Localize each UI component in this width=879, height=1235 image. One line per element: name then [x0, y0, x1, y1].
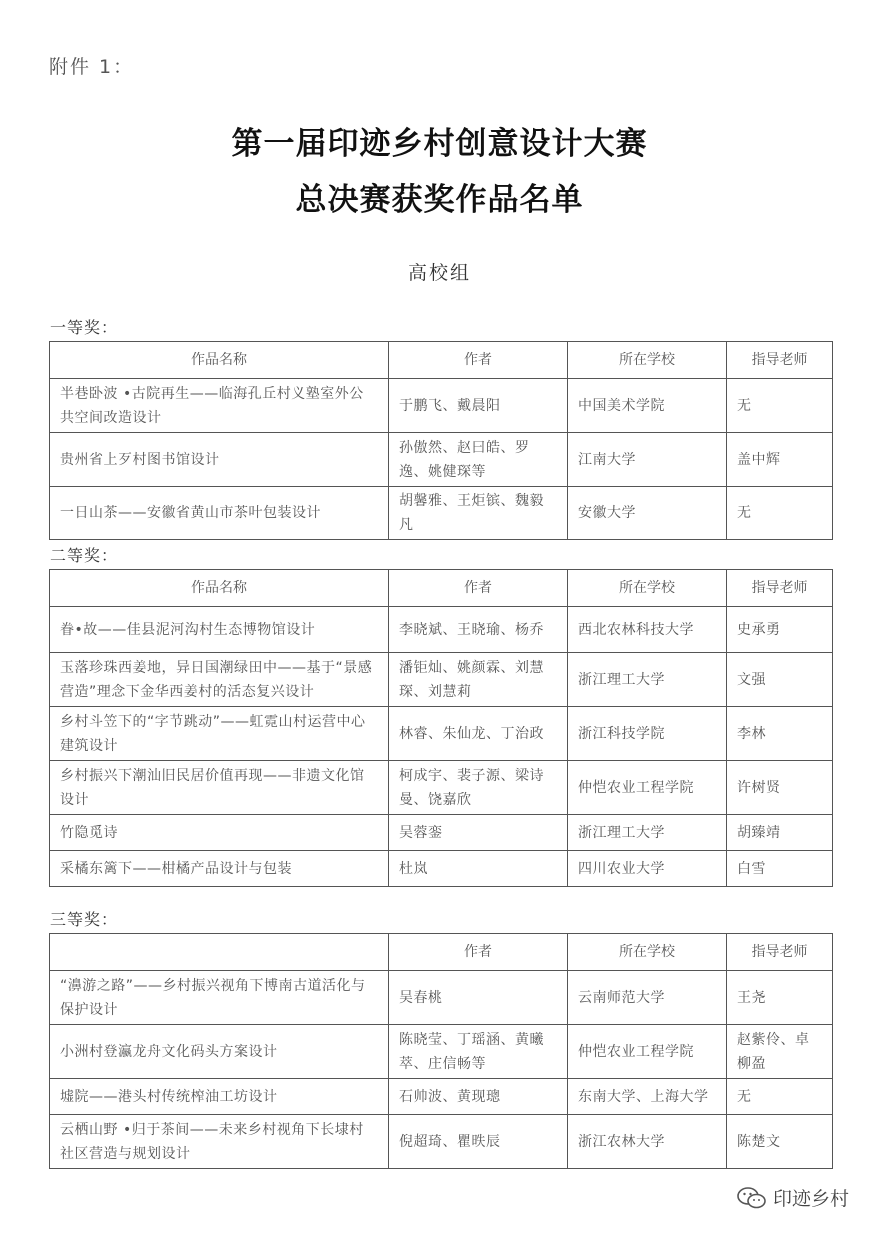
first-prize-table — [49, 341, 833, 540]
cell-work-name: 玉落珍珠西姜地，异日国潮绿田中——基于“景感营造”理念下金华西姜村的活态复兴设计 — [50, 653, 389, 707]
header-school: 所在学校 — [568, 570, 727, 607]
header-school: 所在学校 — [568, 934, 727, 971]
section-heading-first-prize: 一等奖： — [50, 318, 119, 337]
cell-advisor: 许树贤 — [727, 761, 833, 815]
watermark-text: 印迹乡村 — [772, 1188, 849, 1210]
second-prize-table — [49, 569, 833, 887]
header-advisor: 指导老师 — [727, 934, 833, 971]
table-row — [50, 971, 833, 1025]
header-author: 作者 — [389, 570, 568, 607]
cell-advisor: 李林 — [727, 707, 833, 761]
cell-advisor: 文强 — [727, 653, 833, 707]
cell-work-name: 眷•故——佳县泥河沟村生态博物馆设计 — [50, 607, 389, 653]
cell-advisor: 白雪 — [727, 851, 833, 887]
group-label: 高校组 — [407, 262, 471, 284]
cell-school: 浙江农林大学 — [568, 1115, 727, 1169]
watermark — [737, 1184, 849, 1211]
cell-advisor: 无 — [727, 487, 833, 540]
cell-work-name: 竹隐觅诗 — [50, 815, 389, 851]
cell-author: 倪超琦、瞿昳辰 — [389, 1115, 568, 1169]
cell-author: 吴蓉銮 — [389, 815, 568, 851]
table-row — [50, 1025, 833, 1079]
document-title-line1: 第一届印迹乡村创意设计大赛 — [231, 126, 648, 162]
cell-author: 李晓斌、王晓瑜、杨乔 — [389, 607, 568, 653]
section-heading-second-prize: 二等奖： — [50, 546, 119, 565]
cell-school: 中国美术学院 — [568, 379, 727, 433]
cell-advisor: 无 — [727, 1079, 833, 1115]
cell-author: 潘钜灿、姚颜霖、刘慧琛、刘慧莉 — [389, 653, 568, 707]
table-row — [50, 1115, 833, 1169]
cell-work-name: 采橘东篱下——柑橘产品设计与包装 — [50, 851, 389, 887]
cell-author: 柯成宇、裴子源、梁诗曼、饶嘉欣 — [389, 761, 568, 815]
table-row — [50, 653, 833, 707]
cell-work-name: 一日山茶——安徽省黄山市茶叶包装设计 — [50, 487, 389, 540]
table-row — [50, 433, 833, 487]
section-heading-third-prize: 三等奖： — [50, 910, 119, 929]
document-title-line2: 总决赛获奖作品名单 — [295, 182, 584, 218]
cell-school: 云南师范大学 — [568, 971, 727, 1025]
cell-school: 西北农林科技大学 — [568, 607, 727, 653]
cell-work-name: 云栖山野 •归于茶间——未来乡村视角下长埭村社区营造与规划设计 — [50, 1115, 389, 1169]
wechat-icon — [737, 1186, 767, 1210]
cell-work-name: 半巷卧波 •古院再生——临海孔丘村义塾室外公共空间改造设计 — [50, 379, 389, 433]
table-header-row — [50, 570, 833, 607]
table-row — [50, 379, 833, 433]
cell-school: 四川农业大学 — [568, 851, 727, 887]
cell-author: 杜岚 — [389, 851, 568, 887]
header-advisor: 指导老师 — [727, 570, 833, 607]
table-row — [50, 707, 833, 761]
cell-advisor: 史承勇 — [727, 607, 833, 653]
header-work-name: 作品名称 — [50, 570, 389, 607]
cell-advisor: 盖中辉 — [727, 433, 833, 487]
header-author: 作者 — [389, 342, 568, 379]
header-work-name — [50, 934, 389, 971]
table-row — [50, 815, 833, 851]
table-row — [50, 761, 833, 815]
table-row — [50, 851, 833, 887]
header-author: 作者 — [389, 934, 568, 971]
cell-author: 胡馨雅、王炬镔、魏毅凡 — [389, 487, 568, 540]
cell-school: 浙江理工大学 — [568, 653, 727, 707]
header-advisor: 指导老师 — [727, 342, 833, 379]
cell-work-name: 乡村斗笠下的“字节跳动”——虹霓山村运营中心建筑设计 — [50, 707, 389, 761]
cell-school: 江南大学 — [568, 433, 727, 487]
table-row — [50, 607, 833, 653]
table-header-row — [50, 934, 833, 971]
cell-advisor: 无 — [727, 379, 833, 433]
cell-school: 浙江科技学院 — [568, 707, 727, 761]
cell-school: 安徽大学 — [568, 487, 727, 540]
cell-advisor: 胡臻靖 — [727, 815, 833, 851]
cell-work-name: 乡村振兴下潮汕旧民居价值再现——非遗文化馆设计 — [50, 761, 389, 815]
cell-advisor: 陈楚文 — [727, 1115, 833, 1169]
cell-school: 仲恺农业工程学院 — [568, 1025, 727, 1079]
table-row — [50, 1079, 833, 1115]
cell-author: 陈晓莹、丁瑶涵、黄曦萃、庄信畅等 — [389, 1025, 568, 1079]
cell-author: 林睿、朱仙龙、丁治政 — [389, 707, 568, 761]
third-prize-table — [49, 933, 833, 1169]
cell-work-name: 墟院——港头村传统榨油工坊设计 — [50, 1079, 389, 1115]
cell-work-name: “濞游之路”——乡村振兴视角下博南古道活化与保护设计 — [50, 971, 389, 1025]
table-row — [50, 487, 833, 540]
header-school: 所在学校 — [568, 342, 727, 379]
cell-school: 浙江理工大学 — [568, 815, 727, 851]
cell-work-name: 小洲村登瀛龙舟文化码头方案设计 — [50, 1025, 389, 1079]
cell-author: 于鹏飞、戴晨阳 — [389, 379, 568, 433]
cell-author: 孙傲然、赵曰皓、罗逸、姚健琛等 — [389, 433, 568, 487]
cell-school: 东南大学、上海大学 — [568, 1079, 727, 1115]
cell-work-name: 贵州省上歹村图书馆设计 — [50, 433, 389, 487]
cell-author: 石帅波、黄现璁 — [389, 1079, 568, 1115]
cell-school: 仲恺农业工程学院 — [568, 761, 727, 815]
table-header-row — [50, 342, 833, 379]
header-work-name: 作品名称 — [50, 342, 389, 379]
attachment-label: 附件 1： — [49, 56, 135, 78]
cell-advisor: 王尧 — [727, 971, 833, 1025]
cell-author: 吴春桃 — [389, 971, 568, 1025]
cell-advisor: 赵紫伶、卓柳盈 — [727, 1025, 833, 1079]
